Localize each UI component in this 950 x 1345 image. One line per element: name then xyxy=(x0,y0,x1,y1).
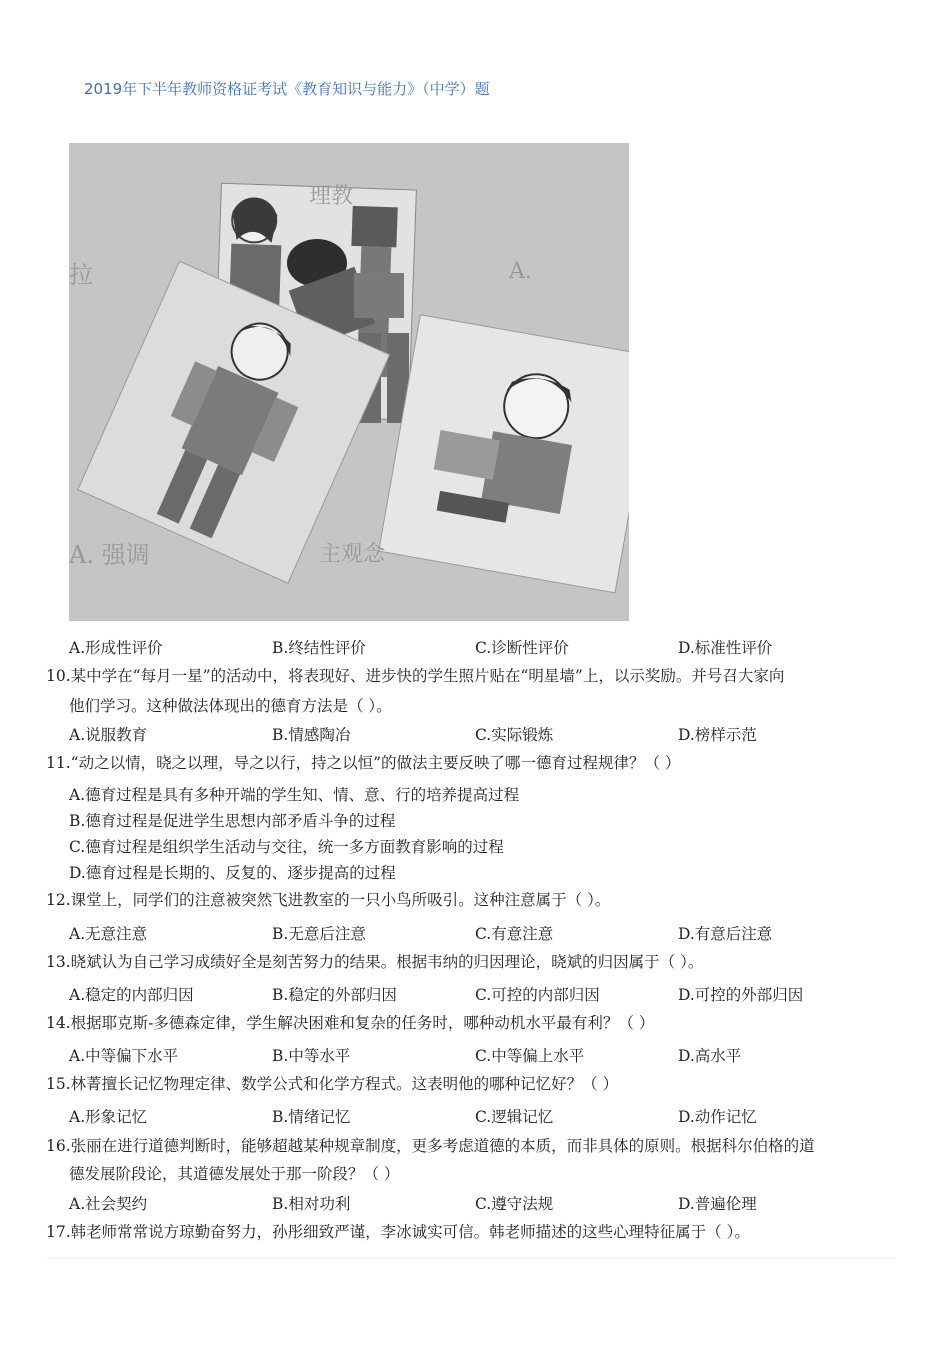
q16-option-a: A.社会契约 xyxy=(69,1195,148,1213)
q10-options xyxy=(69,723,899,745)
q16-options xyxy=(69,1192,899,1214)
q15-option-a: A.形象记忆 xyxy=(69,1108,148,1126)
document-title: 2019年下半年教师资格证考试《教育知识与能力》（中学）题 xyxy=(84,80,490,98)
q15-option-b: B.情绪记忆 xyxy=(272,1108,351,1126)
q9-option-c: C.诊断性评价 xyxy=(475,639,569,657)
q11-option-c: C.德育过程是组织学生活动与交往，统一多方面教育影响的过程 xyxy=(69,838,504,856)
q10-stem-line2: 他们学习。这种做法体现出的德育方法是（ ）。 xyxy=(69,697,392,715)
q13-option-b: B.稳定的外部归因 xyxy=(272,986,397,1004)
svg-text:理教: 理教 xyxy=(309,184,354,209)
q13-option-d: D.可控的外部归因 xyxy=(678,986,804,1004)
q12-option-c: C.有意注意 xyxy=(475,925,554,943)
svg-text:拉: 拉 xyxy=(69,261,93,289)
q11-option-a: A.德育过程是具有多种开端的学生知、情、意、行的培养提高过程 xyxy=(69,786,520,804)
q12-stem: 12.课堂上，同学们的注意被突然飞进教室的一只小鸟所吸引。这种注意属于（ ）。 xyxy=(46,891,611,909)
q12-option-a: A.无意注意 xyxy=(69,925,148,943)
q14-option-a: A.中等偏下水平 xyxy=(69,1047,179,1065)
page-divider xyxy=(46,1258,896,1259)
q16-option-d: D.普遍伦理 xyxy=(678,1195,757,1213)
svg-text:主观念: 主观念 xyxy=(319,542,386,567)
q14-option-b: B.中等水平 xyxy=(272,1047,351,1065)
q12-options xyxy=(69,922,899,944)
q11-option-d: D.德育过程是长期的、反复的、逐步提高的过程 xyxy=(69,864,396,882)
q11-stem: 11.“动之以情，晓之以理，导之以行，持之以恒”的做法主要反映了哪一德育过程规律？（ ） xyxy=(46,754,681,772)
q14-stem: 14.根据耶克斯-多德森定律，学生解决困难和复杂的任务时，哪种动机水平最有利？（ ） xyxy=(46,1014,655,1032)
q15-option-c: C.逻辑记忆 xyxy=(475,1108,554,1126)
q14-option-c: C.中等偏上水平 xyxy=(475,1047,585,1065)
q17-stem: 17.韩老师常常说方琼勤奋努力，孙彤细致严谨，李冰诚实可信。韩老师描述的这些心理特征属于（ ）。 xyxy=(46,1223,750,1241)
q9-option-b: B.终结性评价 xyxy=(272,639,366,657)
q14-options xyxy=(69,1044,899,1066)
q10-stem-line1: 10.某中学在“每月一星”的活动中，将表现好、进步快的学生照片贴在“明星墙”上，以示奖励。并号召大家向 xyxy=(46,667,785,685)
q11-option-b: B.德育过程是促进学生思想内部矛盾斗争的过程 xyxy=(69,812,396,830)
q13-option-c: C.可控的内部归因 xyxy=(475,986,600,1004)
q9-option-d: D.标准性评价 xyxy=(678,639,773,657)
q12-option-d: D.有意后注意 xyxy=(678,925,773,943)
q13-options xyxy=(69,983,899,1005)
q10-option-b: B.情感陶冶 xyxy=(272,726,351,744)
q16-stem-line1: 16.张丽在进行道德判断时，能够超越某种规章制度，更多考虑道德的本质，而非具体的原则。根据科尔伯格的道 xyxy=(46,1137,815,1155)
q10-option-c: C.实际锻炼 xyxy=(475,726,554,744)
q10-option-d: D.榜样示范 xyxy=(678,726,757,744)
q15-option-d: D.动作记忆 xyxy=(678,1108,757,1126)
q16-option-b: B.相对功利 xyxy=(272,1195,351,1213)
q16-stem-line2: 德发展阶段论，其道德发展处于那一阶段？（ ） xyxy=(69,1165,400,1183)
q9-options xyxy=(69,636,899,658)
svg-text:A.: A. xyxy=(509,259,532,284)
classroom-illustration-icon xyxy=(69,143,629,621)
q15-stem: 15.林菁擅长记忆物理定律、数学公式和化学方程式。这表明他的哪种记忆好？（ ） xyxy=(46,1075,619,1093)
q13-option-a: A.稳定的内部归因 xyxy=(69,986,194,1004)
q14-option-d: D.高水平 xyxy=(678,1047,742,1065)
q13-stem: 13.晓斌认为自己学习成绩好全是刻苦努力的结果。根据韦纳的归因理论，晓斌的归因属于（ ）。 xyxy=(46,953,704,971)
q10-option-a: A.说服教育 xyxy=(69,726,148,744)
svg-text:A. 强调: A. 强调 xyxy=(69,541,150,569)
q9-option-a: A.形成性评价 xyxy=(69,639,163,657)
q12-option-b: B.无意后注意 xyxy=(272,925,366,943)
q16-option-c: C.遵守法规 xyxy=(475,1195,554,1213)
q15-options xyxy=(69,1105,899,1127)
